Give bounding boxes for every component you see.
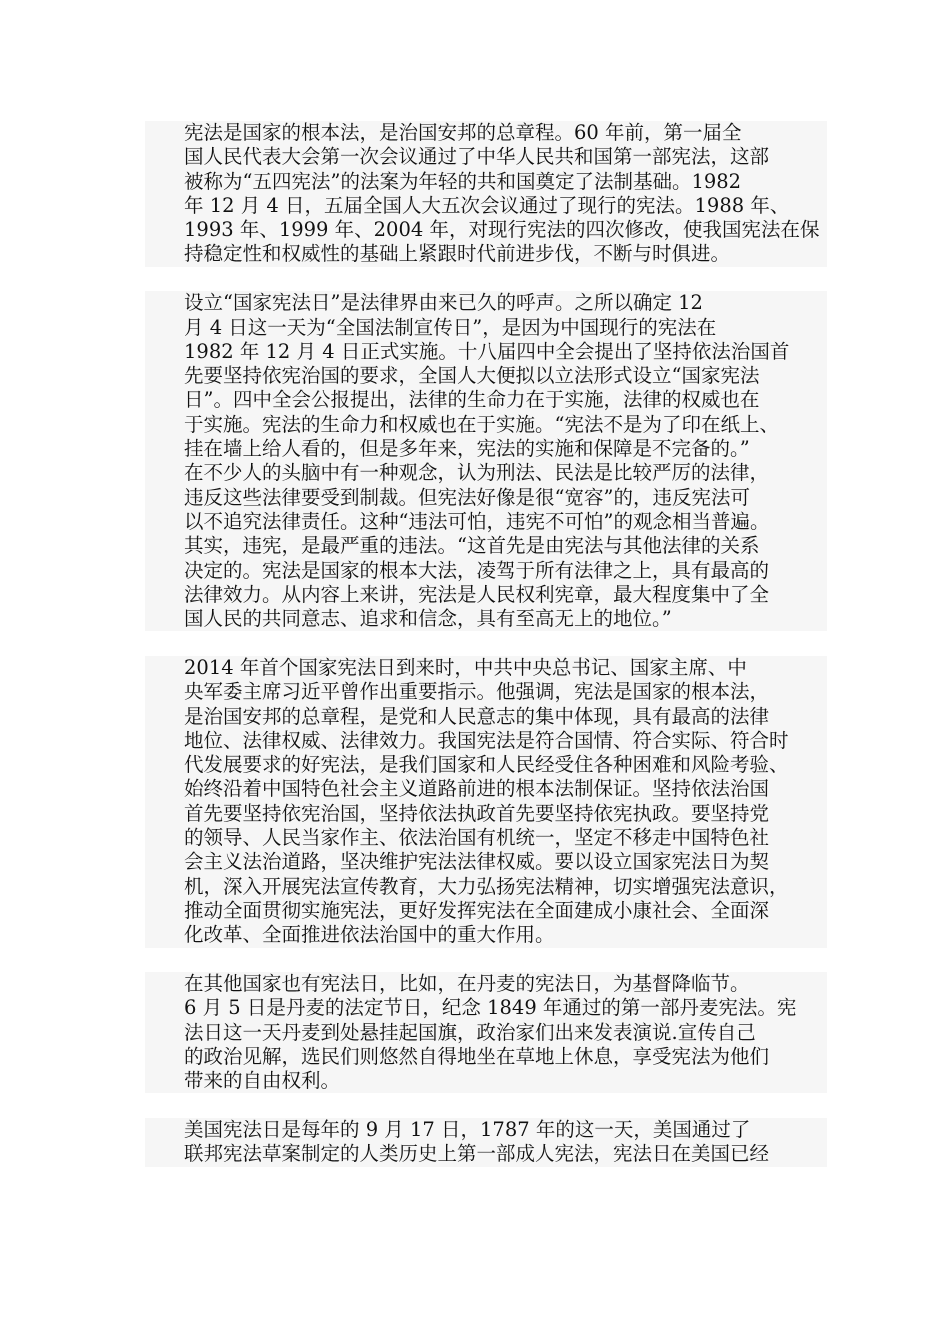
- text-line: 2014 年首个国家宪法日到来时，中共中央总书记、国家主席、中: [184, 655, 747, 679]
- text-line: 推动全面贯彻实施宪法，更好发挥宪法在全面建成小康社会、全面深: [184, 898, 770, 922]
- text-line: 会主义法治道路，坚决维护宪法法律权威。要以设立国家宪法日为契: [184, 850, 770, 874]
- paragraph: [145, 1118, 827, 1167]
- text-line: 带来的自由权利。: [184, 1069, 341, 1093]
- text-line: 首先要坚持依宪治国，坚持依法执政首先要坚持依宪执政。要坚持党: [184, 801, 770, 825]
- text-line: 代发展要求的好宪法，是我们国家和人民经受住各种困难和风险考验、: [184, 753, 789, 777]
- text-line: 央军委主席习近平曾作出重要指示。他强调，宪法是国家的根本法，: [184, 680, 770, 704]
- text-line: 被称为“五四宪法”的法案为年轻的共和国奠定了法制基础。1982: [184, 169, 742, 193]
- text-line: 1982 年 12 月 4 日正式实施。十八届四中全会提出了坚持依法治国首: [184, 339, 790, 363]
- text-line: 化改革、全面推进依法治国中的重大作用。: [184, 923, 555, 947]
- text-line: 的领导、人民当家作主、依法治国有机统一，坚定不移走中国特色社: [184, 826, 770, 850]
- text-line: 日”。四中全会公报提出，法律的生命力在于实施，法律的权威也在: [184, 388, 760, 412]
- paragraph: [145, 656, 827, 948]
- text-line: 月 4 日这一天为“全国法制宣传日”，是因为中国现行的宪法在: [184, 315, 717, 339]
- text-line: 以不追究法律责任。这种“违法可怕，违宪不可怕”的观念相当普遍。: [184, 509, 770, 533]
- text-line: 在不少人的头脑中有一种观念，认为刑法、民法是比较严厉的法律，: [184, 461, 770, 485]
- text-line: 持稳定性和权威性的基础上紧跟时代前进步伐，不断与时俱进。: [184, 242, 731, 266]
- text-line: 于实施。宪法的生命力和权威也在于实施。“宪法不是为了印在纸上、: [184, 412, 779, 436]
- text-line: 决定的。宪法是国家的根本大法，凌驾于所有法律之上，具有最高的: [184, 558, 770, 582]
- paragraph: [145, 972, 827, 1093]
- text-line: 先要坚持依宪治国的要求，全国人大便拟以立法形式设立“国家宪法: [184, 364, 760, 388]
- text-line: 法律效力。从内容上来讲，宪法是人民权利宪章，最大程度集中了全: [184, 582, 770, 606]
- paragraph: [145, 291, 827, 631]
- text-line: 国人民的共同意志、追求和信念，具有至高无上的地位。”: [184, 607, 672, 631]
- text-line: 的政治见解，选民们则悠然自得地坐在草地上休息，享受宪法为他们: [184, 1044, 770, 1068]
- text-line: 是治国安邦的总章程，是党和人民意志的集中体现，具有最高的法律: [184, 704, 770, 728]
- text-line: 1993 年、1999 年、2004 年，对现行宪法的四次修改，使我国宪法在保: [184, 218, 820, 242]
- text-line: 机，深入开展宪法宣传教育，大力弘扬宪法精神，切实增强宪法意识，: [184, 874, 789, 898]
- text-line: 设立“国家宪法日”是法律界由来已久的呼声。之所以确定 12: [184, 291, 703, 315]
- text-line: 法日这一天丹麦到处悬挂起国旗，政治家们出来发表演说.宣传自己: [184, 1020, 756, 1044]
- text-line: 国人民代表大会第一次会议通过了中华人民共和国第一部宪法，这部: [184, 145, 770, 169]
- text-line: 年 12 月 4 日，五届全国人大五次会议通过了现行的宪法。1988 年、: [184, 193, 790, 217]
- article-body: [145, 121, 827, 1191]
- paragraph: [145, 121, 827, 267]
- text-line: 6 月 5 日是丹麦的法定节日，纪念 1849 年通过的第一部丹麦宪法。宪: [184, 996, 797, 1020]
- text-line: 在其他国家也有宪法日，比如，在丹麦的宪法日，为基督降临节。: [184, 972, 750, 995]
- text-line: 地位、法律权威、法律效力。我国宪法是符合国情、符合实际、符合时: [184, 728, 789, 752]
- text-line: 挂在墙上给人看的，但是多年来，宪法的实施和保障是不完备的。”: [184, 437, 750, 461]
- text-line: 宪法是国家的根本法，是治国安邦的总章程。60 年前，第一届全: [184, 121, 742, 144]
- text-line: 违反这些法律要受到制裁。但宪法好像是很“宽容”的，违反宪法可: [184, 485, 750, 509]
- text-line: 美国宪法日是每年的 9 月 17 日，1787 年的这一天，美国通过了: [184, 1117, 751, 1141]
- text-line: 联邦宪法草案制定的人类历史上第一部成人宪法，宪法日在美国已经: [184, 1142, 770, 1166]
- text-line: 其实，违宪，是最严重的违法。“这首先是由宪法与其他法律的关系: [184, 534, 760, 558]
- text-line: 始终沿着中国特色社会主义道路前进的根本法制保证。坚持依法治国: [184, 777, 770, 801]
